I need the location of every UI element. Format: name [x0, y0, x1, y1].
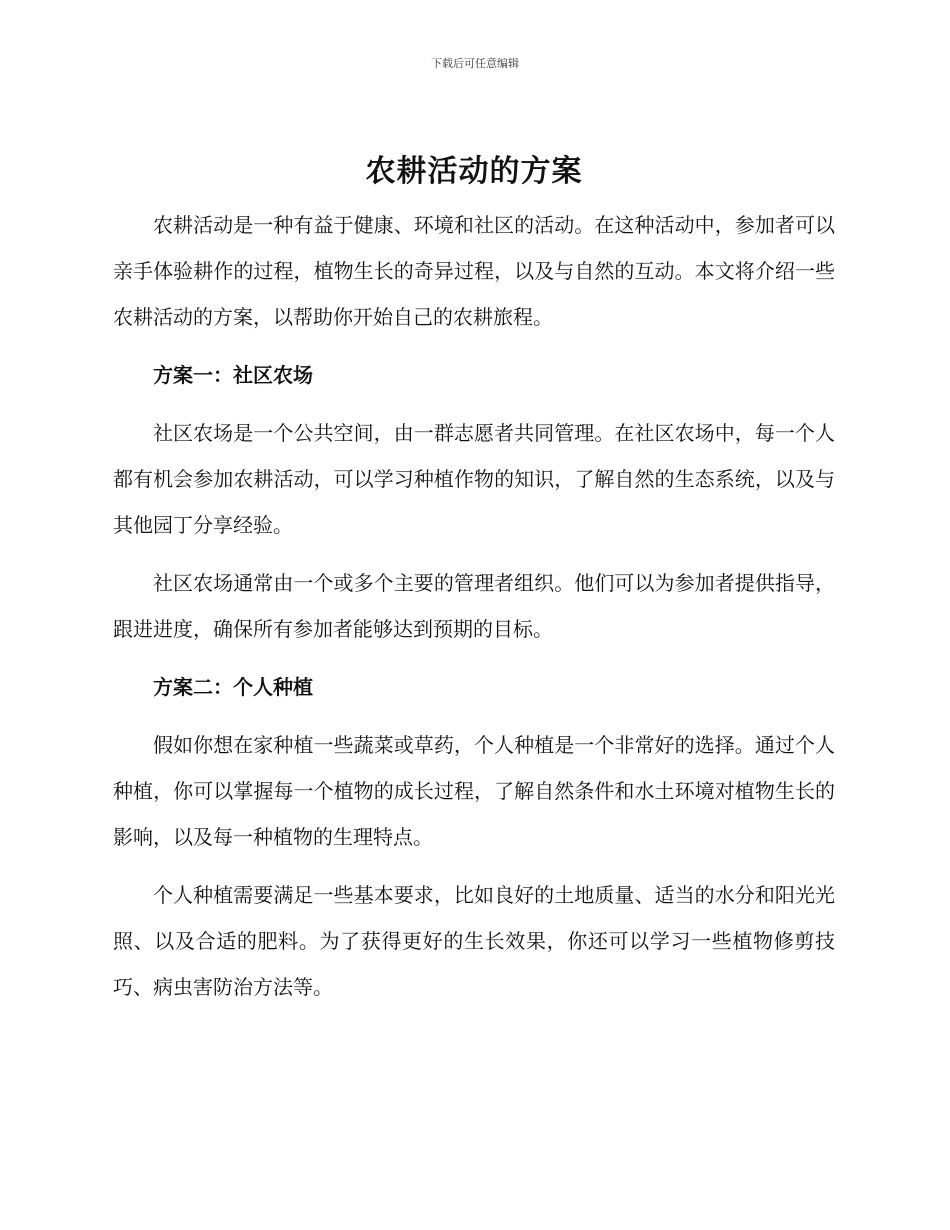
document-body: [113, 148, 835, 1022]
paragraph-community-farm-2: 社区农场通常由一个或多个主要的管理者组织。他们可以为参加者提供指导，跟进进度，确保所有参加者能够达到预期的目标。: [113, 571, 835, 641]
section-heading-personal-planting: 方案二：个人种植: [153, 675, 313, 699]
paragraph-community-farm-1: 社区农场是一个公共空间，由一群志愿者共同管理。在社区农场中，每一个人都有机会参加农耕活动，可以学习种植作物的知识，了解自然的生态系统，以及与其他园丁分享经验。: [113, 421, 835, 537]
paragraph-personal-planting-1: 假如你想在家种植一些蔬菜或草药，个人种植是一个非常好的选择。通过个人种植，你可以掌握每一个植物的成长过程，了解自然条件和水土环境对植物生长的影响，以及每一种植物的生理特点。: [113, 733, 835, 849]
intro-paragraph: 农耕活动是一种有益于健康、环境和社区的活动。在这种活动中，参加者可以亲手体验耕作的过程，植物生长的奇异过程，以及与自然的互动。本文将介绍一些农耕活动的方案，以帮助你开始自己的农耕旅程。: [113, 213, 835, 329]
header-note: 下载后可任意编辑: [431, 57, 519, 70]
paragraph-personal-planting-2: 个人种植需要满足一些基本要求，比如良好的土地质量、适当的水分和阳光光照、以及合适的肥料。为了获得更好的生长效果，你还可以学习一些植物修剪技巧、病虫害防治方法等。: [113, 883, 835, 999]
document-title: 农耕活动的方案: [365, 154, 583, 189]
section-heading-community-farm: 方案一：社区农场: [153, 363, 313, 387]
